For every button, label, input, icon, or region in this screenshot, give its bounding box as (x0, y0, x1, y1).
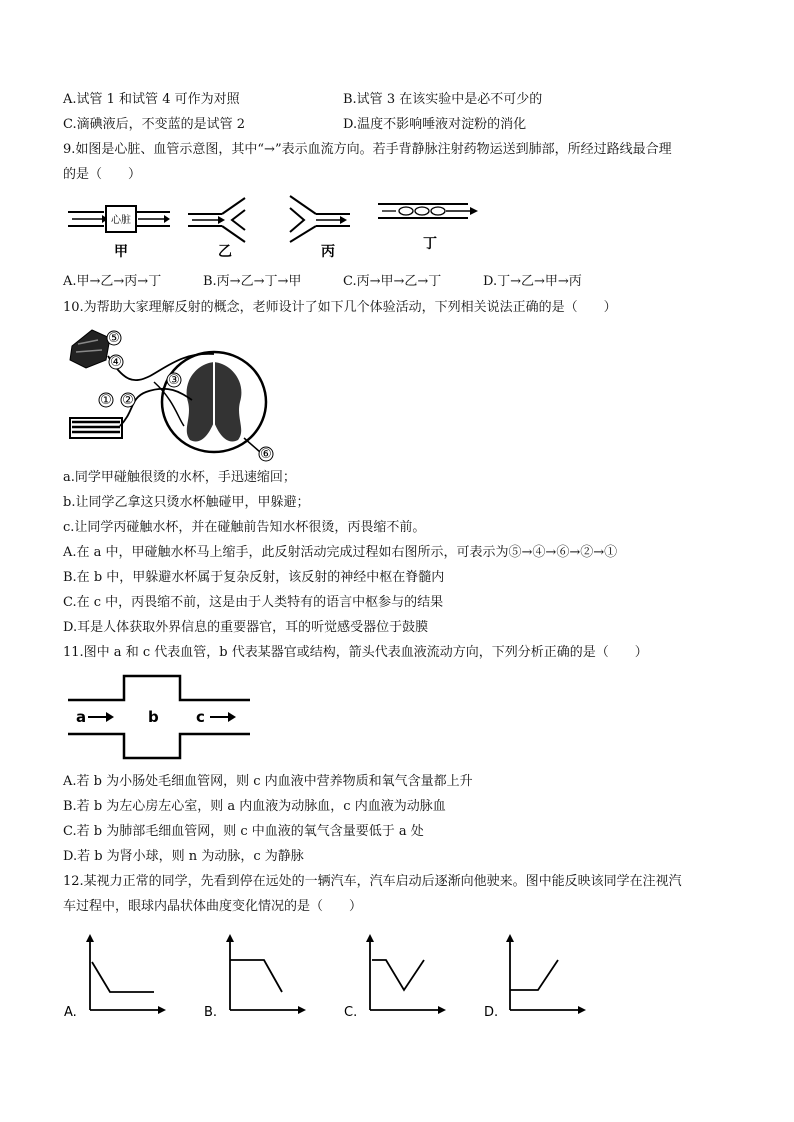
q8-option-a: A.试管 1 和试管 4 可作为对照 (63, 92, 240, 107)
q12-stem-line2: 车过程中，眼球内晶状体曲度变化情况的是（ ） (63, 899, 363, 914)
heart-diagram (68, 206, 170, 260)
q12-stem-line1: 12.某视力正常的同学，先看到停在远处的一辆汽车，汽车启动后逐渐向他驶来。图中能反映该同学在注视汽 (63, 874, 682, 889)
label-yi: 乙 (218, 244, 232, 260)
q10-stem: 10.为帮助大家理解反射的概念，老师设计了如下几个体验活动，下列相关说法正确的是（ ） (63, 300, 617, 315)
label-bing: 丙 (321, 244, 335, 260)
label-a: a (76, 708, 87, 726)
q10-option-d: D.耳是人体获取外界信息的重要器官，耳的听觉感受器位于鼓膜 (63, 620, 429, 635)
graph-d-label: D. (484, 1005, 499, 1020)
q12-graph-d (482, 932, 592, 1022)
label-4: ④ (110, 355, 122, 370)
label-2: ② (122, 393, 134, 408)
q11-option-c: C.若 b 为肺部毛细血管网，则 c 中血液的氧气含量要低于 a 处 (63, 824, 424, 839)
merging-vessel-diagram (290, 196, 350, 260)
q11-option-d: D.若 b 为肾小球，则 n 为动脉，c 为静脉 (63, 849, 304, 864)
q9-option-a: A.甲→乙→丙→丁 (63, 274, 162, 289)
q9-figure (60, 192, 490, 262)
arrow-right-icon (228, 712, 236, 722)
label-jia: 甲 (114, 244, 128, 260)
q8-option-b: B.试管 3 在该实验中是必不可少的 (343, 92, 543, 107)
q8-option-c: C.滴碘液后，不变蓝的是试管 2 (63, 117, 246, 132)
graph-a-label: A. (64, 1005, 77, 1020)
q9-option-b: B.丙→乙→丁→甲 (203, 274, 302, 289)
q9-option-c: C.丙→甲→乙→丁 (343, 274, 442, 289)
q10-activity-a: a.同学甲碰触很烫的水杯，手迅速缩回； (63, 470, 296, 485)
branching-vessel-diagram (188, 198, 245, 260)
label-3: ③ (168, 373, 180, 388)
q9-stem-line1: 9.如图是心脏、血管示意图，其中“→”表示血流方向。若手背静脉注射药物运送到肺部，所经过路线最合理 (63, 142, 672, 157)
label-b: b (148, 708, 159, 726)
q11-option-a: A.若 b 为小肠处毛细血管网，则 c 内血液中营养物质和氧气含量都上升 (63, 774, 473, 789)
q10-option-b: B.在 b 中，甲躲避水杯属于复杂反射，该反射的神经中枢在脊髓内 (63, 570, 445, 585)
spinal-cord-shape (162, 352, 266, 452)
effector-shape (70, 330, 110, 368)
graph-b-label: B. (204, 1005, 218, 1020)
label-1: ① (100, 393, 112, 408)
heart-label: 心脏 (111, 215, 131, 226)
q11-stem: 11.图中 a 和 c 代表血管，b 代表某器官或结构，箭头代表血液流动方向，下列分析正确的是（ ） (63, 645, 648, 660)
q8-option-d: D.温度不影响唾液对淀粉的消化 (343, 117, 527, 132)
q12-graph-c (342, 932, 452, 1022)
label-c: c (196, 708, 205, 726)
q9-stem-line2: 的是（ ） (63, 167, 142, 182)
q10-option-a: A.在 a 中，甲碰触水杯马上缩手，此反射活动完成过程如右图所示，可表示为⑤→④→⑥→②→① (63, 545, 618, 560)
label-ding: 丁 (423, 236, 437, 252)
label-6: ⑥ (260, 447, 272, 462)
q9-option-d: D.丁→乙→甲→丙 (483, 274, 582, 289)
q12-graph-b (202, 932, 312, 1022)
arrow-right-icon (106, 712, 114, 722)
label-5: ⑤ (108, 331, 120, 346)
q11-option-b: B.若 b 为左心房左心室，则 a 内血液为动脉血，c 内血液为动脉血 (63, 799, 446, 814)
q10-reflex-arc-figure (64, 322, 284, 462)
graph-c-label: C. (344, 1005, 358, 1020)
capillary-diagram (378, 204, 478, 252)
q12-graph-a (62, 932, 172, 1022)
q10-activity-c: c.让同学丙碰触水杯，并在碰触前告知水杯很烫，丙畏缩不前。 (63, 520, 426, 535)
q11-figure (64, 672, 254, 762)
receptor-shape (70, 418, 122, 438)
q10-activity-b: b.让同学乙拿这只烫水杯触碰甲，甲躲避； (63, 495, 310, 510)
q10-option-c: C.在 c 中，丙畏缩不前，这是由于人类特有的语言中枢参与的结果 (63, 595, 444, 610)
